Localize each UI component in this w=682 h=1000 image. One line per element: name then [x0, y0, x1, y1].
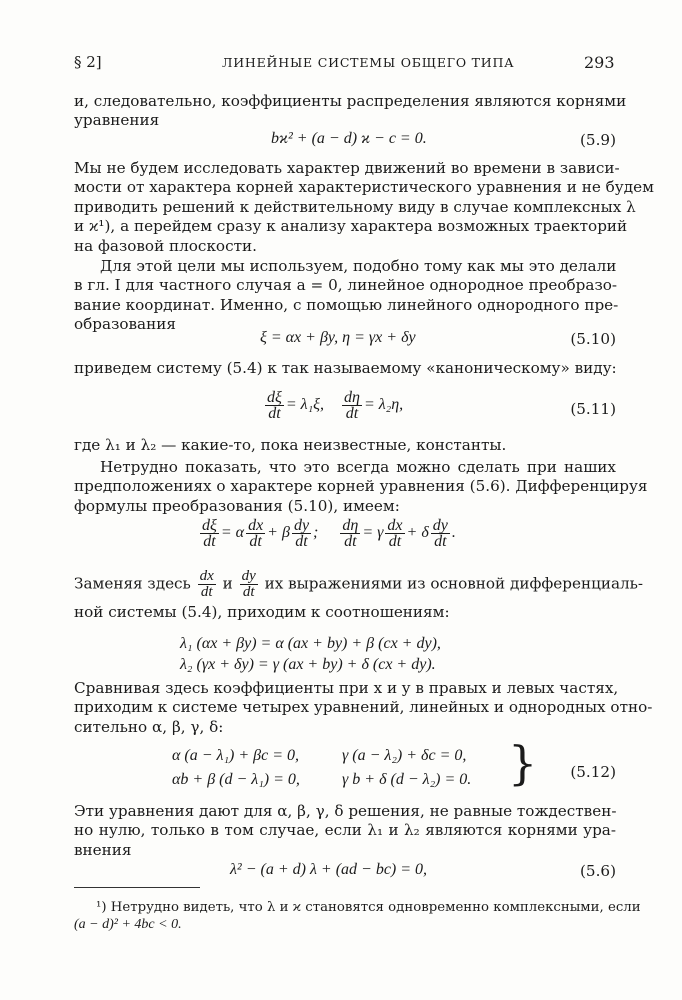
text-line: предположениях о характере корней уравнения (5.6). Дифференцируя [74, 477, 648, 496]
equation-number: (5.11) [570, 400, 616, 418]
equation-term: = λ₂η, [363, 396, 404, 414]
numerator: dη [342, 517, 359, 534]
equation-term: . [451, 524, 456, 542]
denominator: dt [345, 405, 359, 422]
right-brace: } [508, 736, 538, 790]
text-line: приводить решений к действительному виду в случае комплексных λ [74, 197, 636, 216]
text-line: ной системы (5.4), приходим к соотношениям: [74, 603, 450, 621]
paragraph-5 [74, 436, 616, 455]
equation-term: γ b + δ (d − λ₂) = 0. [342, 771, 472, 788]
running-title: ЛИНЕЙНЫЕ СИСТЕМЫ ОБЩЕГО ТИПА [222, 55, 515, 70]
text-line: приходим к системе четырех уравнений, линейных и однородных отно- [74, 698, 653, 717]
numerator: dx [248, 517, 264, 534]
fraction [431, 518, 450, 549]
denominator: dt [434, 533, 447, 550]
text-line: приведем систему (5.4) к так называемому «каноническому» виду: [74, 359, 617, 377]
denominator: dt [268, 405, 281, 422]
fraction [265, 390, 284, 421]
equation-term: = λ₁ξ, [285, 396, 324, 414]
footnote-rule [74, 887, 200, 888]
text-line: ¹) Нетрудно видеть, что λ и ϰ становятся одновременно комплексными, если [96, 900, 641, 915]
equation-5-9: bϰ² + (a − d) ϰ − c = 0. [271, 130, 427, 147]
denominator: dt [200, 584, 213, 600]
paragraph-7-line-2 [74, 603, 616, 622]
text-line: и ϰ¹), а перейдем сразу к анализу характера возможных траекторий [74, 217, 628, 236]
text-line: и, следовательно, коэффициенты распределения являются корнями [74, 92, 627, 110]
denominator: dt [295, 533, 308, 550]
footnote [74, 899, 641, 933]
numerator: dy [241, 568, 256, 584]
denominator: dt [242, 584, 255, 600]
text-fragment: Заменяя здесь [74, 574, 191, 593]
page-number: 293 [584, 53, 615, 72]
text-line: внения [74, 840, 132, 859]
text-line: сительно α, β, γ, δ: [74, 717, 224, 736]
numerator: dy [293, 517, 310, 534]
equation-term: + β [267, 524, 290, 542]
text-fragment: и [222, 574, 233, 593]
fraction [246, 518, 265, 549]
paragraph-9 [74, 802, 616, 860]
numerator: dy [432, 517, 448, 534]
numerator: dξ [267, 389, 282, 406]
fraction [200, 518, 219, 549]
text-line: на фазовой плоскости. [74, 236, 257, 255]
text-line: в гл. I для частного случая a = 0, линейное однородное преобразо- [74, 276, 618, 295]
equation-term: ; [313, 524, 319, 542]
equation-number: (5.9) [579, 131, 616, 149]
fraction [198, 569, 216, 600]
text-line: Мы не будем исследовать характер движений во времени в зависи- [74, 159, 620, 177]
equation-relations [180, 633, 441, 675]
paragraph-2 [74, 159, 654, 256]
text-line: формулы преобразования (5.10), имеем: [74, 496, 400, 515]
equation-number: (5.10) [570, 330, 616, 348]
paragraph-1 [74, 92, 627, 131]
fraction [292, 518, 311, 549]
equation-term: αb + β (d − λ₁) = 0, [172, 771, 300, 788]
text-line: мости от характера корней характеристического уравнения и не будем [74, 178, 654, 197]
text-line: где λ₁ и λ₂ — какие-то, пока неизвестные, константы. [74, 436, 507, 454]
text-line: образования [74, 315, 176, 334]
text-line: Сравнивая здесь коэффициенты при x и y в правых и левых частях, [74, 679, 619, 697]
equation-number: (5.12) [570, 763, 616, 781]
text-line: (a − d)² + 4bc < 0. [74, 917, 182, 932]
equation-term: α (a − λ₁) + βc = 0, [172, 747, 300, 764]
equation-term: = γ [362, 524, 384, 542]
text-line: уравнения [74, 111, 160, 130]
equation-line: λ₁ (αx + βy) = α (ax + by) + β (cx + dy), [180, 635, 441, 652]
numerator: dx [199, 568, 214, 584]
denominator: dt [249, 533, 262, 550]
fraction [385, 518, 404, 549]
equation-5-10: ξ = αx + βy, η = γx + δy [260, 329, 416, 346]
equation-term: = α [220, 524, 245, 542]
text-line: Для этой цели мы используем, подобно тому как мы это делали [100, 257, 617, 275]
numerator: dx [387, 517, 403, 534]
equation-number: (5.6) [579, 862, 616, 880]
text-line: вание координат. Именно, с помощью линейного однородного пре- [74, 295, 619, 314]
paragraph-3 [74, 257, 619, 335]
equation-5-12 [172, 744, 471, 792]
paragraph-4 [74, 359, 616, 378]
denominator: dt [388, 533, 402, 550]
equation-term: γ (a − λ₂) + δc = 0, [342, 747, 467, 764]
numerator: dη [344, 389, 360, 406]
paragraph-8 [74, 679, 653, 737]
equation-5-11 [263, 390, 403, 421]
section-number: § 2] [74, 53, 102, 71]
text-line: Нетрудно показать, что это всегда можно сделать при наших [100, 458, 616, 476]
text-line: Эти уравнения дают для α, β, γ, δ решения, не равные тождествен- [74, 802, 617, 820]
equation-5-6: λ² − (a + d) λ + (ad − bc) = 0, [230, 861, 428, 878]
fraction [342, 390, 362, 421]
equation-differentiation [198, 518, 456, 549]
paragraph-6 [74, 458, 648, 516]
numerator: dξ [202, 517, 217, 534]
denominator: dt [344, 533, 357, 550]
text-fragment: их выражениями из основной дифференциаль- [264, 574, 644, 593]
fraction [240, 569, 258, 600]
denominator: dt [203, 533, 216, 550]
text-line: но нулю, только в том случае, если λ₁ и λ₂ являются корнями ура- [74, 821, 616, 840]
fraction [340, 518, 360, 549]
equation-line: λ₂ (γx + δy) = γ (ax + by) + δ (cx + dy). [180, 656, 436, 673]
equation-term: + δ [406, 524, 429, 542]
paragraph-7-line-1 [74, 568, 644, 600]
